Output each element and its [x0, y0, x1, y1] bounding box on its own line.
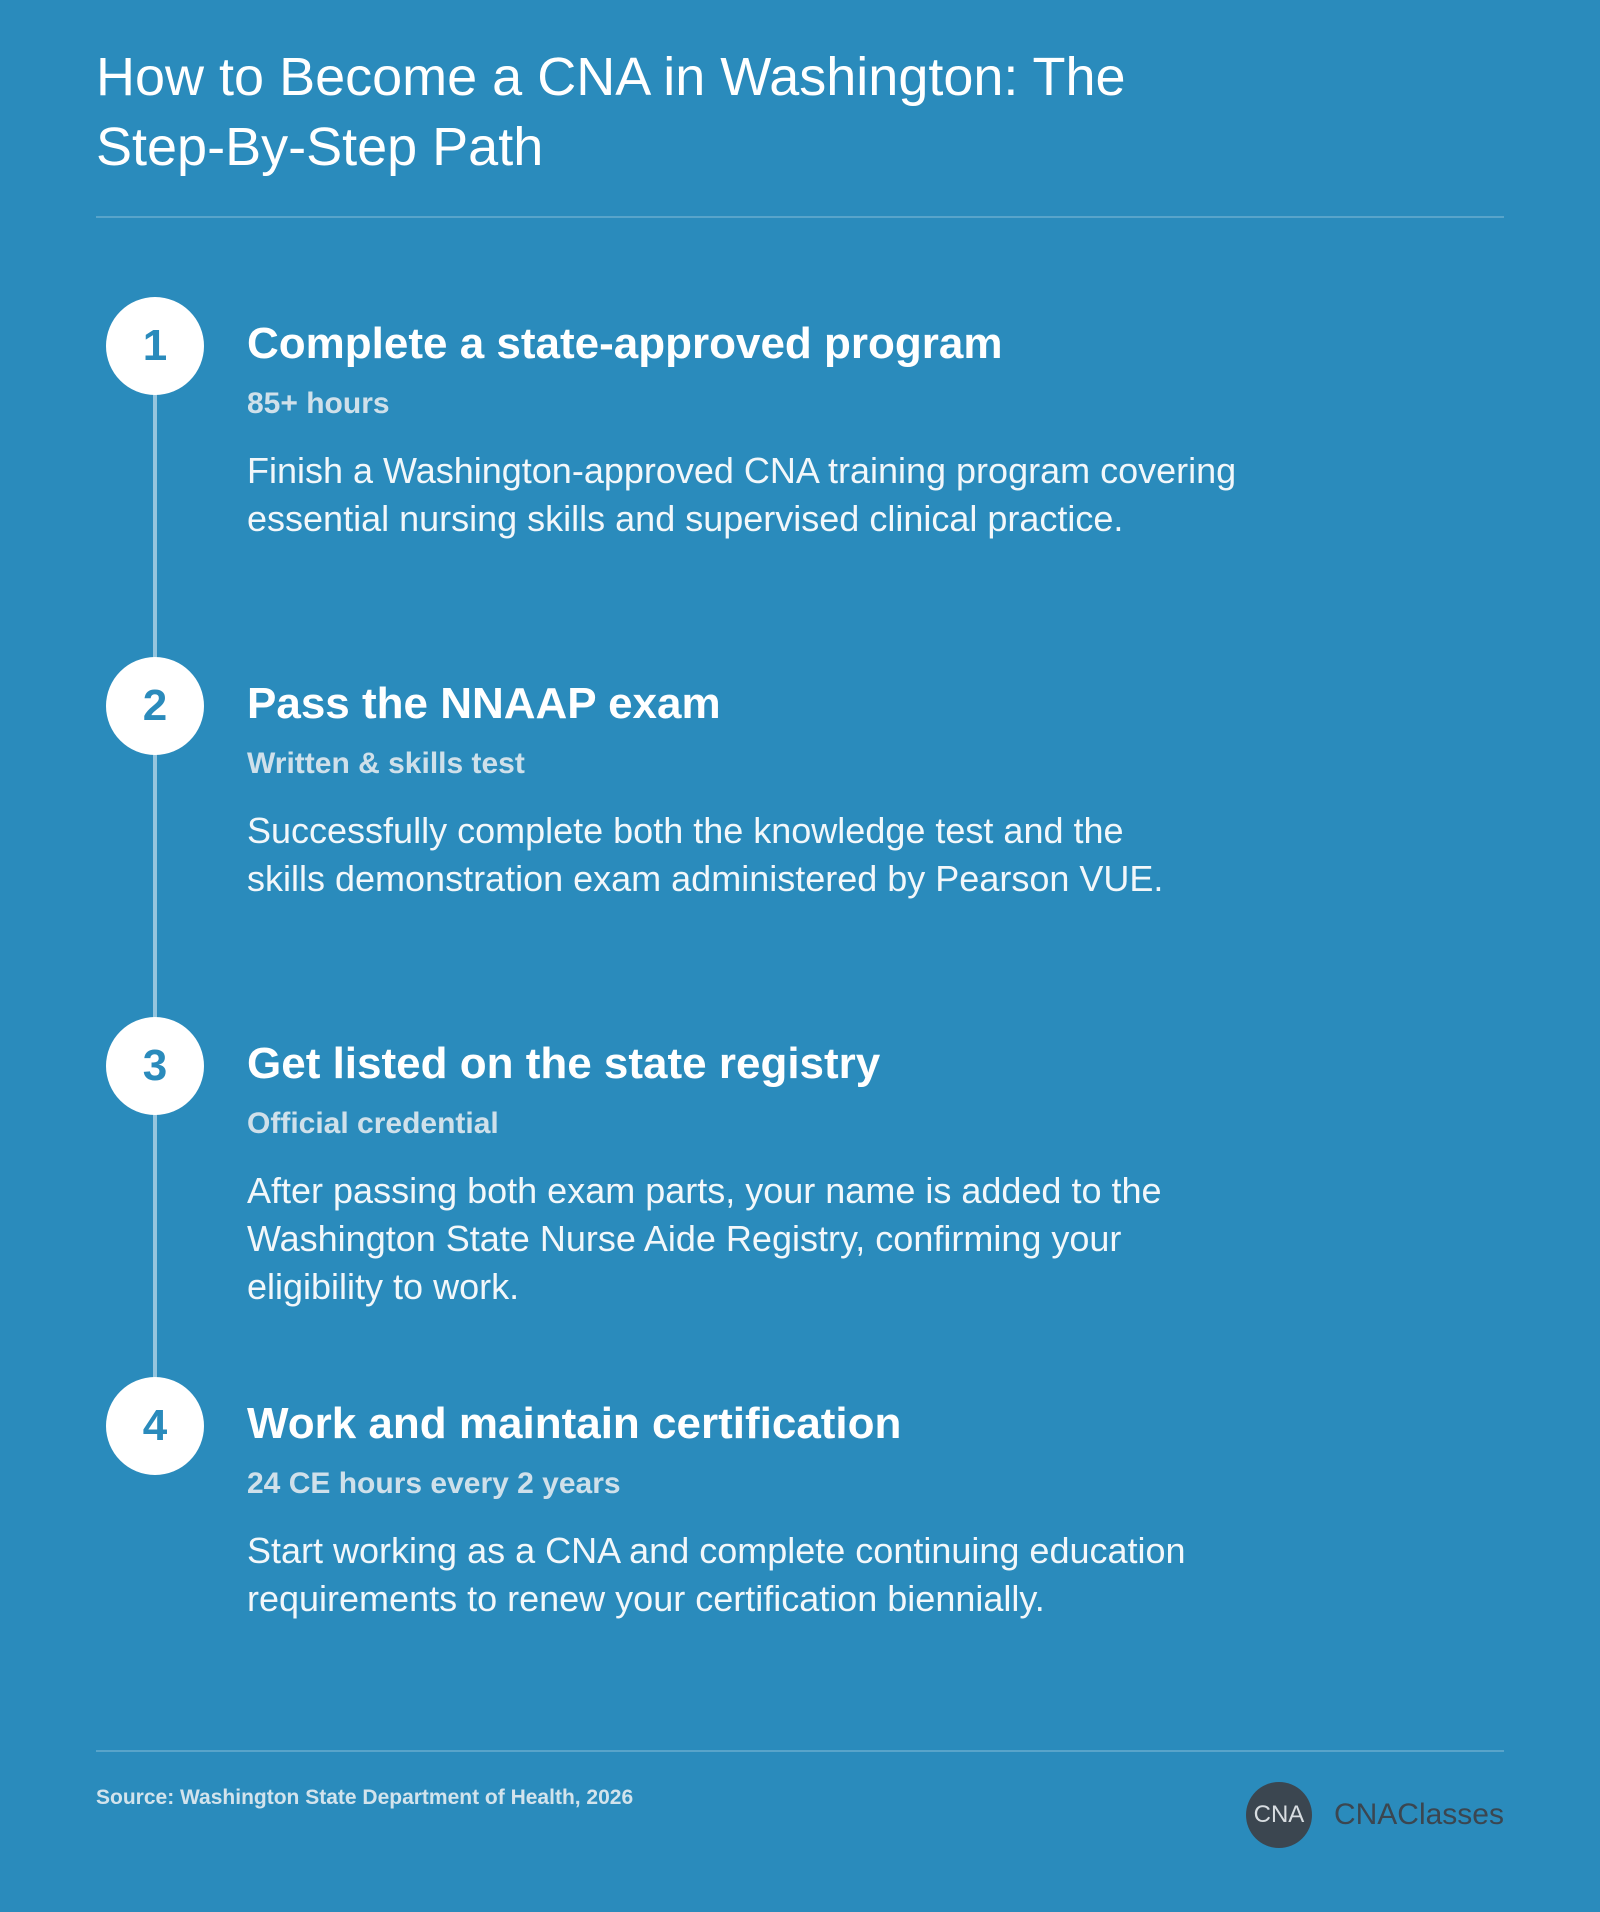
description-line: After passing both exam parts, your name is added to the [247, 1170, 1162, 1211]
description-line: Finish a Washington-approved CNA training program covering [247, 450, 1237, 491]
description-line: requirements to renew your certification biennially. [247, 1578, 1045, 1619]
description-line: essential nursing skills and supervised clinical practice. [247, 498, 1124, 539]
top-divider [96, 216, 1504, 218]
step-number-circle: 3 [106, 1017, 204, 1115]
step-description [247, 1167, 1327, 1311]
step-description [247, 447, 1327, 543]
step-heading: Get listed on the state registry [247, 1039, 881, 1088]
step-description [247, 807, 1327, 903]
cna-logo-icon: CNA [1246, 1782, 1312, 1848]
step-subtitle: Official credential [247, 1107, 499, 1140]
step-heading: Work and maintain certification [247, 1399, 902, 1448]
page-title [96, 42, 1296, 182]
description-line: skills demonstration exam administered by Pearson VUE. [247, 858, 1164, 899]
step-heading: Complete a state-approved program [247, 319, 1003, 368]
step-description [247, 1527, 1327, 1623]
step-subtitle: 24 CE hours every 2 years [247, 1467, 621, 1500]
step-number-circle: 2 [106, 657, 204, 755]
timeline-connector [153, 346, 157, 1426]
step-subtitle: Written & skills test [247, 747, 525, 780]
description-line: eligibility to work. [247, 1266, 520, 1307]
source-note: Source: Washington State Department of Health, 2026 [96, 1786, 634, 1809]
title-line: Step-By-Step Path [96, 117, 544, 177]
step-number-circle: 4 [106, 1377, 204, 1475]
description-line: Washington State Nurse Aide Registry, confirming your [247, 1218, 1122, 1259]
step-number-circle: 1 [106, 297, 204, 395]
brand-logo [1246, 1782, 1504, 1848]
bottom-divider [96, 1750, 1504, 1752]
title-line: How to Become a CNA in Washington: The [96, 47, 1126, 107]
description-line: Start working as a CNA and complete continuing education [247, 1530, 1186, 1571]
step-subtitle: 85+ hours [247, 387, 390, 420]
brand-name: CNAClasses [1333, 1798, 1504, 1831]
step-heading: Pass the NNAAP exam [247, 679, 721, 728]
description-line: Successfully complete both the knowledge test and the [247, 810, 1124, 851]
